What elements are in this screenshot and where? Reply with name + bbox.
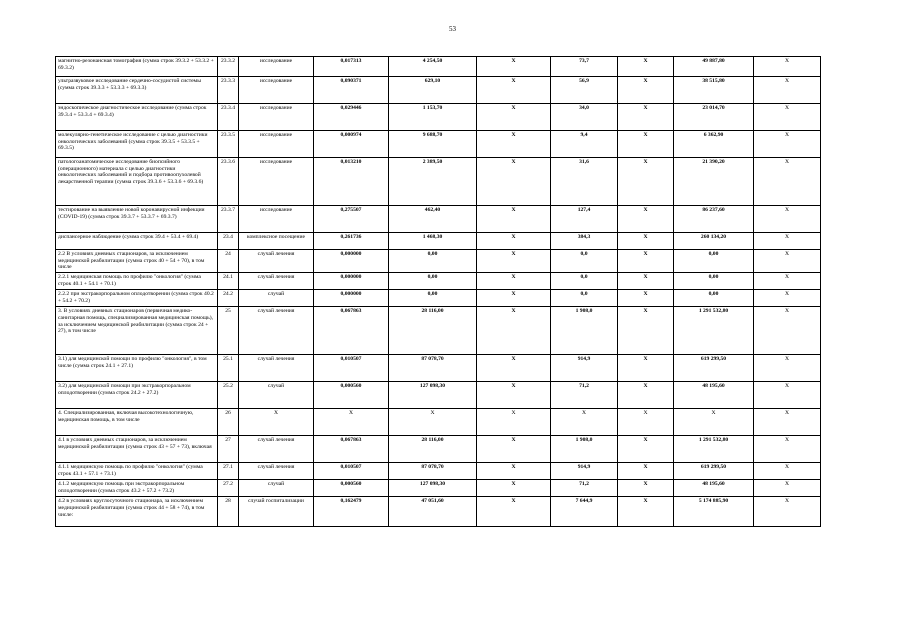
row-code: 25.1	[218, 355, 239, 382]
table-body	[56, 57, 821, 527]
row-name: 4. Специализированная, включая высокотехнологичную, медицинская помощь, в том числе	[56, 409, 218, 436]
row-norm-value: 0,162479	[314, 497, 389, 527]
row-norm-value: 0,010507	[314, 463, 389, 480]
table-row	[56, 436, 821, 463]
row-x-mark: X	[477, 233, 551, 250]
row-per-capita-value: 7 644,9	[551, 497, 618, 527]
row-x-mark: X	[618, 382, 674, 409]
row-x-mark: X	[477, 307, 551, 355]
row-x-mark: X	[618, 463, 674, 480]
row-code: 24	[218, 250, 239, 273]
row-name: ультразвуковое исследование сердечно-сосудистой системы (сумма строк 39.3.3 + 53.3.3 + 69.3.3)	[56, 77, 218, 104]
row-per-capita-value: X	[551, 409, 618, 436]
table-row	[56, 307, 821, 355]
row-total-value: 0,00	[674, 273, 754, 290]
row-unit: комплексное посещение	[239, 233, 314, 250]
row-cost-value: 9 688,70	[389, 131, 477, 158]
row-x-mark: X	[477, 355, 551, 382]
row-code: 25.2	[218, 382, 239, 409]
row-x-mark: X	[754, 273, 821, 290]
row-per-capita-value: 0,0	[551, 290, 618, 307]
row-unit: исследование	[239, 206, 314, 233]
row-norm-value: 0,067863	[314, 436, 389, 463]
row-total-value: 21 390,20	[674, 158, 754, 206]
row-cost-value: 1 153,70	[389, 104, 477, 131]
row-norm-value: 0,000000	[314, 273, 389, 290]
table-row	[56, 104, 821, 131]
row-unit: случай лечения	[239, 273, 314, 290]
row-per-capita-value: 73,7	[551, 57, 618, 77]
row-total-value: 48 195,60	[674, 382, 754, 409]
row-cost-value: 4 254,50	[389, 57, 477, 77]
row-code: 23.4	[218, 233, 239, 250]
row-code: 27.2	[218, 480, 239, 497]
row-unit: исследование	[239, 104, 314, 131]
row-unit: случай	[239, 480, 314, 497]
row-code: 23.3.5	[218, 131, 239, 158]
table-row	[56, 480, 821, 497]
row-total-value: 6 362,90	[674, 131, 754, 158]
row-cost-value: 28 116,00	[389, 307, 477, 355]
row-per-capita-value: 914,9	[551, 355, 618, 382]
row-x-mark: X	[754, 497, 821, 527]
row-cost-value: 87 078,70	[389, 463, 477, 480]
row-name: 3.2) для медицинской помощи при экстракорпоральном оплодотворении (сумма строк 24.2 + 27.2)	[56, 382, 218, 409]
row-x-mark: X	[477, 57, 551, 77]
row-norm-value: 0,013210	[314, 158, 389, 206]
row-cost-value: 127 098,30	[389, 480, 477, 497]
row-x-mark: X	[477, 290, 551, 307]
row-x-mark: X	[477, 206, 551, 233]
table-row	[56, 273, 821, 290]
row-x-mark: X	[477, 409, 551, 436]
table-row	[56, 250, 821, 273]
row-name: 3. В условиях дневных стационаров (первичная медико-санитарная помощь, специализированная медицинская помощь), за исключением медицинской реабилитации (сумма строк 24 + 27), в том числе	[56, 307, 218, 355]
row-x-mark: X	[618, 409, 674, 436]
row-x-mark: X	[618, 436, 674, 463]
row-x-mark: X	[477, 158, 551, 206]
row-norm-value: 0,010507	[314, 355, 389, 382]
row-per-capita-value: 914,9	[551, 463, 618, 480]
row-x-mark: X	[618, 206, 674, 233]
row-x-mark: X	[618, 290, 674, 307]
row-x-mark: X	[754, 480, 821, 497]
row-norm-value: 0,090371	[314, 77, 389, 104]
row-unit: исследование	[239, 158, 314, 206]
row-x-mark: X	[618, 131, 674, 158]
row-per-capita-value: 0,0	[551, 250, 618, 273]
row-name: 2.2 В условиях дневных стационаров, за исключением медицинской реабилитации (сумма строк 40 + 54 + 70), в том числе	[56, 250, 218, 273]
row-unit: исследование	[239, 131, 314, 158]
row-norm-value: 0,000974	[314, 131, 389, 158]
row-per-capita-value: 1 908,0	[551, 307, 618, 355]
row-per-capita-value: 31,6	[551, 158, 618, 206]
table-row	[56, 355, 821, 382]
row-x-mark: X	[754, 436, 821, 463]
table-row	[56, 382, 821, 409]
row-x-mark: X	[754, 290, 821, 307]
row-x-mark: X	[477, 104, 551, 131]
row-per-capita-value: 56,9	[551, 77, 618, 104]
row-cost-value: 462,40	[389, 206, 477, 233]
row-per-capita-value: 34,0	[551, 104, 618, 131]
row-x-mark: X	[477, 382, 551, 409]
row-cost-value: 0,00	[389, 290, 477, 307]
row-x-mark: X	[477, 497, 551, 527]
row-total-value: 0,00	[674, 290, 754, 307]
row-unit: случай лечения	[239, 436, 314, 463]
row-unit: случай госпитализации	[239, 497, 314, 527]
row-cost-value: 0,00	[389, 250, 477, 273]
row-x-mark: X	[477, 77, 551, 104]
row-cost-value: 28 116,00	[389, 436, 477, 463]
row-unit: исследование	[239, 57, 314, 77]
table-row	[56, 497, 821, 527]
row-total-value: 260 134,20	[674, 233, 754, 250]
row-code: 26	[218, 409, 239, 436]
row-x-mark: X	[754, 158, 821, 206]
row-unit: исследование	[239, 77, 314, 104]
row-code: 27.1	[218, 463, 239, 480]
row-total-value: 619 299,50	[674, 463, 754, 480]
table-row	[56, 77, 821, 104]
row-code: 24.2	[218, 290, 239, 307]
row-x-mark: X	[618, 77, 674, 104]
row-unit: случай	[239, 382, 314, 409]
row-total-value: 0,00	[674, 250, 754, 273]
row-per-capita-value: 71,2	[551, 382, 618, 409]
row-x-mark: X	[754, 463, 821, 480]
row-name: диспансерное наблюдение (сумма строк 39.4 + 53.4 + 69.4)	[56, 233, 218, 250]
row-name: эндоскопическое диагностическое исследование (сумма строк 39.3.4 + 53.3.4 + 69.3.4)	[56, 104, 218, 131]
row-x-mark: X	[754, 57, 821, 77]
row-per-capita-value: 1 908,0	[551, 436, 618, 463]
row-name: патологоанатомическое исследование биопсийного (операционного) материала с целью диагностики онкологических заболеваний и подбора противоопухолевой лекарственной терапии (сумма строк 39.3.6 + 53.3.6 + 69.3.6)	[56, 158, 218, 206]
row-x-mark: X	[754, 307, 821, 355]
row-x-mark: X	[477, 463, 551, 480]
row-code: 23.3.7	[218, 206, 239, 233]
row-cost-value: 127 098,30	[389, 382, 477, 409]
row-total-value: 49 887,80	[674, 57, 754, 77]
row-x-mark: X	[754, 409, 821, 436]
row-name: 4.1.1 медицинскую помощь по профилю "онкология" (сумма строк 43.1 + 57.1 + 73.1)	[56, 463, 218, 480]
row-code: 23.3.2	[218, 57, 239, 77]
row-x-mark: X	[477, 273, 551, 290]
row-x-mark: X	[754, 382, 821, 409]
row-code: 23.3.6	[218, 158, 239, 206]
row-norm-value: 0,000560	[314, 382, 389, 409]
row-unit: случай лечения	[239, 307, 314, 355]
row-total-value: 5 174 885,90	[674, 497, 754, 527]
row-norm-value: 0,029446	[314, 104, 389, 131]
row-x-mark: X	[754, 206, 821, 233]
row-cost-value: 629,10	[389, 77, 477, 104]
row-cost-value: 47 051,60	[389, 497, 477, 527]
row-x-mark: X	[618, 355, 674, 382]
row-total-value: 1 291 532,80	[674, 436, 754, 463]
row-name: 2.2.2 при экстракорпоральном оплодотворении (сумма строк 40.2 + 54.2 + 70.2)	[56, 290, 218, 307]
row-code: 25	[218, 307, 239, 355]
row-code: 28	[218, 497, 239, 527]
row-x-mark: X	[618, 273, 674, 290]
row-x-mark: X	[618, 497, 674, 527]
row-name: 2.2.1 медицинская помощь по профилю "онкология" (сумма строк 40.1 + 54.1 + 70.1)	[56, 273, 218, 290]
row-cost-value: 1 468,30	[389, 233, 477, 250]
row-x-mark: X	[618, 250, 674, 273]
row-norm-value: 0,261736	[314, 233, 389, 250]
row-x-mark: X	[477, 480, 551, 497]
row-per-capita-value: 0,0	[551, 273, 618, 290]
row-total-value: 1 291 532,80	[674, 307, 754, 355]
row-x-mark: X	[754, 250, 821, 273]
row-total-value: X	[674, 409, 754, 436]
row-name: 4.2 в условиях круглосуточного стационара, за исключением медицинской реабилитации (сумма строк 44 + 58 + 74), в том числе:	[56, 497, 218, 527]
financing-table	[55, 56, 821, 527]
row-total-value: 48 195,60	[674, 480, 754, 497]
row-total-value: 86 237,60	[674, 206, 754, 233]
row-code: 23.3.4	[218, 104, 239, 131]
row-unit: случай лечения	[239, 463, 314, 480]
row-code: 24.1	[218, 273, 239, 290]
row-norm-value: 0,067863	[314, 307, 389, 355]
row-name: тестирование на выявление новой коронавирусной инфекции (COVID-19) (сумма строк 39.3.7 + 53.3.7 + 69.3.7)	[56, 206, 218, 233]
row-name: магнитно-резонансная томография (сумма строк 39.3.2 + 53.3.2 + 69.3.2)	[56, 57, 218, 77]
row-x-mark: X	[618, 158, 674, 206]
row-x-mark: X	[754, 233, 821, 250]
row-x-mark: X	[477, 250, 551, 273]
row-x-mark: X	[754, 104, 821, 131]
table-row	[56, 290, 821, 307]
table-row	[56, 463, 821, 480]
table-row	[56, 409, 821, 436]
table-row	[56, 57, 821, 77]
table-row	[56, 131, 821, 158]
row-unit: случай	[239, 290, 314, 307]
row-norm-value: 0,017313	[314, 57, 389, 77]
row-cost-value: 2 389,50	[389, 158, 477, 206]
row-cost-value: 87 078,70	[389, 355, 477, 382]
row-per-capita-value: 9,4	[551, 131, 618, 158]
page-number: 53	[449, 25, 456, 33]
row-per-capita-value: 71,2	[551, 480, 618, 497]
row-total-value: 619 299,50	[674, 355, 754, 382]
row-per-capita-value: 384,3	[551, 233, 618, 250]
row-norm-value: 0,275507	[314, 206, 389, 233]
row-x-mark: X	[754, 355, 821, 382]
row-x-mark: X	[618, 307, 674, 355]
row-x-mark: X	[754, 77, 821, 104]
row-x-mark: X	[477, 131, 551, 158]
row-name: 3.1) для медицинской помощи по профилю "онкология", в том числе (сумма строк 24.1 + 27.1)	[56, 355, 218, 382]
row-code: 27	[218, 436, 239, 463]
row-unit: X	[239, 409, 314, 436]
row-cost-value: 0,00	[389, 273, 477, 290]
row-x-mark: X	[618, 480, 674, 497]
row-norm-value: X	[314, 409, 389, 436]
row-x-mark: X	[618, 233, 674, 250]
table-row	[56, 233, 821, 250]
row-x-mark: X	[754, 131, 821, 158]
table-row	[56, 206, 821, 233]
row-cost-value: X	[389, 409, 477, 436]
row-norm-value: 0,000000	[314, 290, 389, 307]
row-x-mark: X	[618, 104, 674, 131]
row-norm-value: 0,000560	[314, 480, 389, 497]
row-code: 23.3.3	[218, 77, 239, 104]
row-name: 4.1.2 медицинскую помощь при экстракорпоральном оплодотворении (сумма строк 43.2 + 57.2 + 73.2)	[56, 480, 218, 497]
row-norm-value: 0,000000	[314, 250, 389, 273]
row-unit: случай лечения	[239, 355, 314, 382]
table-row	[56, 158, 821, 206]
row-name: молекулярно-генетическое исследование с целью диагностики онкологических заболеваний (сумма строк 39.3.5 + 53.3.5 + 69.3.5)	[56, 131, 218, 158]
row-x-mark: X	[618, 57, 674, 77]
row-unit: случай лечения	[239, 250, 314, 273]
row-per-capita-value: 127,4	[551, 206, 618, 233]
row-x-mark: X	[477, 436, 551, 463]
row-total-value: 23 014,70	[674, 104, 754, 131]
row-name: 4.1 в условиях дневных стационаров, за исключением медицинской реабилитации (сумма строк 43 + 57 + 73), включая	[56, 436, 218, 463]
row-total-value: 38 515,80	[674, 77, 754, 104]
